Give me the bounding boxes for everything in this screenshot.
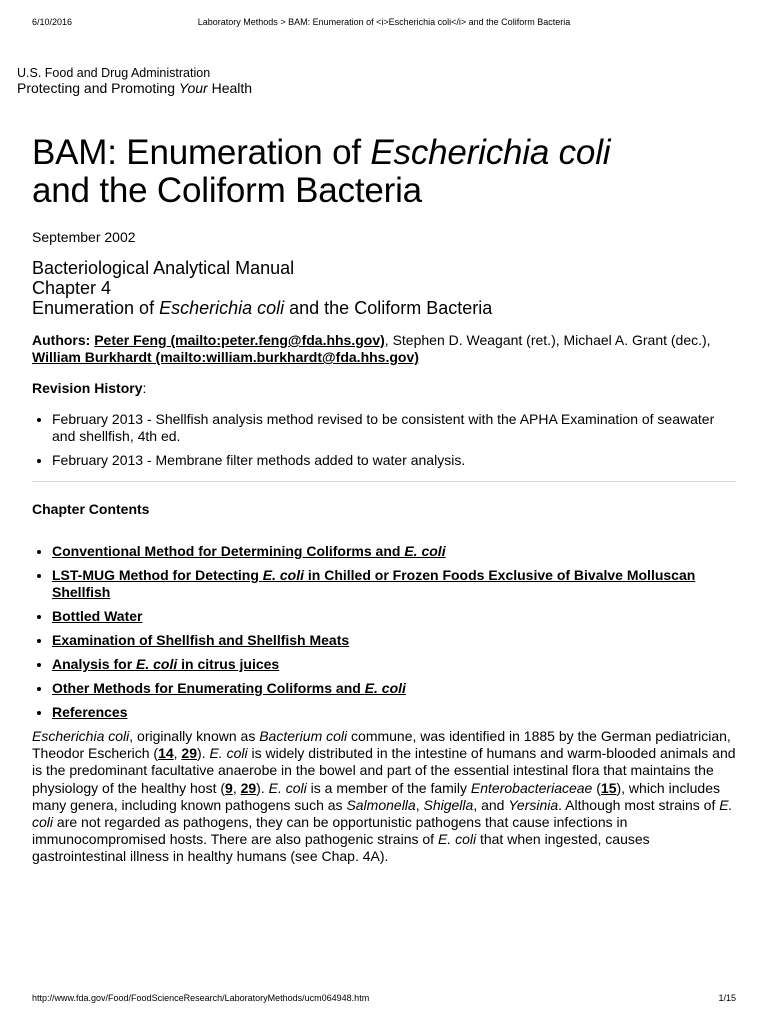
paragraph-text: . Although most strains of (558, 796, 720, 813)
paragraph-text: commune, was identified in 1885 by the German pediatrician, Theodor Escherich ( (32, 728, 731, 762)
toc-item (52, 543, 736, 560)
agency-name: U.S. Food and Drug Administration (17, 66, 211, 80)
chapter-title (32, 298, 736, 318)
toc-link-references[interactable] (52, 704, 128, 720)
toc-link-shellfish[interactable] (52, 632, 349, 648)
intro-paragraph (32, 728, 736, 866)
authors-middle: , Stephen D. Weagant (ret.), Michael A. Grant (dec.), (384, 332, 711, 348)
italic-term: Bacterium coli (259, 728, 348, 744)
revision-item: • February 2013 - Membrane filter methods added to water analysis. (52, 452, 736, 469)
italic-term: Enterobacteriaceae (470, 779, 593, 796)
paragraph-text: ( (592, 779, 601, 796)
chapter-title-part: Enumeration of (32, 298, 160, 318)
page-title (32, 134, 736, 210)
toc-link-other-methods[interactable] (52, 680, 406, 696)
chapter-contents-list (32, 543, 736, 721)
tagline-part: Health (207, 80, 253, 96)
toc-link-text: in Chilled or Frozen Foods Exclusive of Bivalve Molluscan Shellfish (52, 567, 696, 600)
title-part: BAM: Enumeration of (32, 133, 371, 172)
toc-link-text: References (52, 704, 128, 720)
revision-item: • February 2013 - Shellfish analysis method revised to be consistent with the APHA Examination of seawater and shellfish, 4th ed. (52, 411, 736, 445)
italic-term: Salmonella (346, 796, 416, 813)
revision-history-label (32, 380, 736, 396)
italic-term: Shigella (423, 796, 474, 813)
print-header (32, 17, 736, 31)
toc-item (52, 567, 736, 601)
paragraph-text: is a member of the family (306, 779, 471, 796)
toc-link-text: Bottled Water (52, 608, 143, 624)
title-emphasis: Escherichia coli (370, 133, 611, 172)
reference-link[interactable]: 29 (181, 745, 197, 762)
italic-term: E. coli (268, 779, 307, 796)
toc-link-conventional-method[interactable] (52, 543, 446, 559)
toc-link-text: LST-MUG Method for Detecting (52, 567, 263, 583)
publication-date: September 2002 (32, 229, 136, 245)
italic-term: E. coli (32, 796, 733, 831)
toc-link-text: Examination of Shellfish and Shellfish Meats (52, 632, 350, 648)
paragraph-text: , (415, 796, 424, 813)
title-part: and the Coliform Bacteria (32, 171, 422, 210)
revision-list (32, 411, 736, 469)
main-content (32, 134, 736, 866)
paragraph-text: , (173, 745, 182, 762)
reference-link[interactable]: 14 (158, 745, 174, 762)
toc-item (52, 608, 736, 625)
chapter-contents-label: Chapter Contents (32, 501, 150, 517)
tagline-emphasis: Your (178, 80, 208, 96)
chapter-number: Chapter 4 (32, 278, 112, 298)
authors (32, 332, 736, 366)
paragraph-text: , (232, 779, 241, 796)
toc-link-text: Conventional Method for Determining Coliforms and (52, 543, 405, 559)
toc-item (52, 656, 736, 673)
paragraph-text: , and (473, 796, 509, 813)
toc-link-bottled-water[interactable] (52, 608, 142, 624)
chapter-title-part: and the Coliform Bacteria (284, 298, 493, 318)
paragraph-text: ). (197, 745, 210, 762)
toc-link-emphasis: E. coli (364, 680, 406, 696)
toc-item (52, 704, 736, 721)
italic-term: Escherichia coli (32, 728, 130, 744)
page-number: 1/15 (718, 993, 736, 1003)
reference-link[interactable]: 9 (225, 779, 233, 796)
print-page-title: Laboratory Methods > BAM: Enumeration of <i>Escherichia coli</i> and the Coliform Bacteria (197, 17, 571, 27)
italic-term: Yersinia (508, 796, 559, 813)
italic-term: E. coli (437, 831, 477, 848)
section-divider (32, 481, 736, 482)
toc-link-text: in citrus juices (177, 656, 280, 672)
paragraph-text: , originally known as (129, 728, 260, 744)
paragraph-text: that when ingested, causes gastrointestinal illness in healthy humans (see Chap. 4A). (32, 831, 650, 865)
toc-link-citrus-juices[interactable] (52, 656, 279, 672)
toc-item (52, 632, 736, 649)
author-link-feng[interactable]: Peter Feng (mailto:peter.feng@fda.hhs.gov) (94, 332, 385, 348)
paragraph-text: is widely distributed in the intestine of humans and warm-blooded animals and is the predominant facultative anaerobe in the bowel and part of the essential intestinal flora that maintains the physiology of the healthy host ( (32, 745, 736, 796)
paragraph-text: ), which includes many genera, including known pathogens such as (32, 779, 720, 813)
reference-link[interactable]: 15 (600, 779, 617, 796)
reference-link[interactable]: 29 (240, 779, 257, 796)
paragraph-text: are not regarded as pathogens, they can be opportunistic pathogens that cause infections in immunocompromised hosts. There are also pathogenic strains of (32, 814, 628, 848)
toc-link-text: Other Methods for Enumerating Coliforms and (52, 680, 365, 696)
tagline-part: Protecting and Promoting (17, 80, 179, 96)
author-link-burkhardt[interactable]: William Burkhardt (mailto:william.burkhardt@fda.hhs.gov) (32, 349, 419, 365)
print-date: 6/10/2016 (32, 17, 73, 27)
manual-name: Bacteriological Analytical Manual (32, 258, 295, 278)
toc-link-emphasis: E. coli (404, 543, 446, 559)
fda-brand[interactable] (17, 66, 252, 96)
page-url: http://www.fda.gov/Food/FoodScienceResearch/LaboratoryMethods/ucm064948.htm (32, 993, 370, 1003)
revision-history-heading: Revision History (32, 380, 143, 396)
toc-link-emphasis: E. coli (136, 656, 178, 672)
toc-item (52, 680, 736, 697)
print-footer (32, 993, 736, 1007)
manual-heading (32, 258, 736, 318)
paragraph-text: ). (256, 779, 269, 796)
toc-link-text: Analysis for (52, 656, 137, 672)
agency-tagline (17, 80, 252, 96)
toc-link-lst-mug[interactable] (52, 567, 695, 600)
revision-colon: : (142, 380, 147, 396)
chapter-title-emphasis: Escherichia coli (159, 298, 285, 318)
italic-term: E. coli (209, 745, 248, 762)
authors-label: Authors: (32, 332, 95, 348)
toc-link-emphasis: E. coli (262, 567, 304, 583)
